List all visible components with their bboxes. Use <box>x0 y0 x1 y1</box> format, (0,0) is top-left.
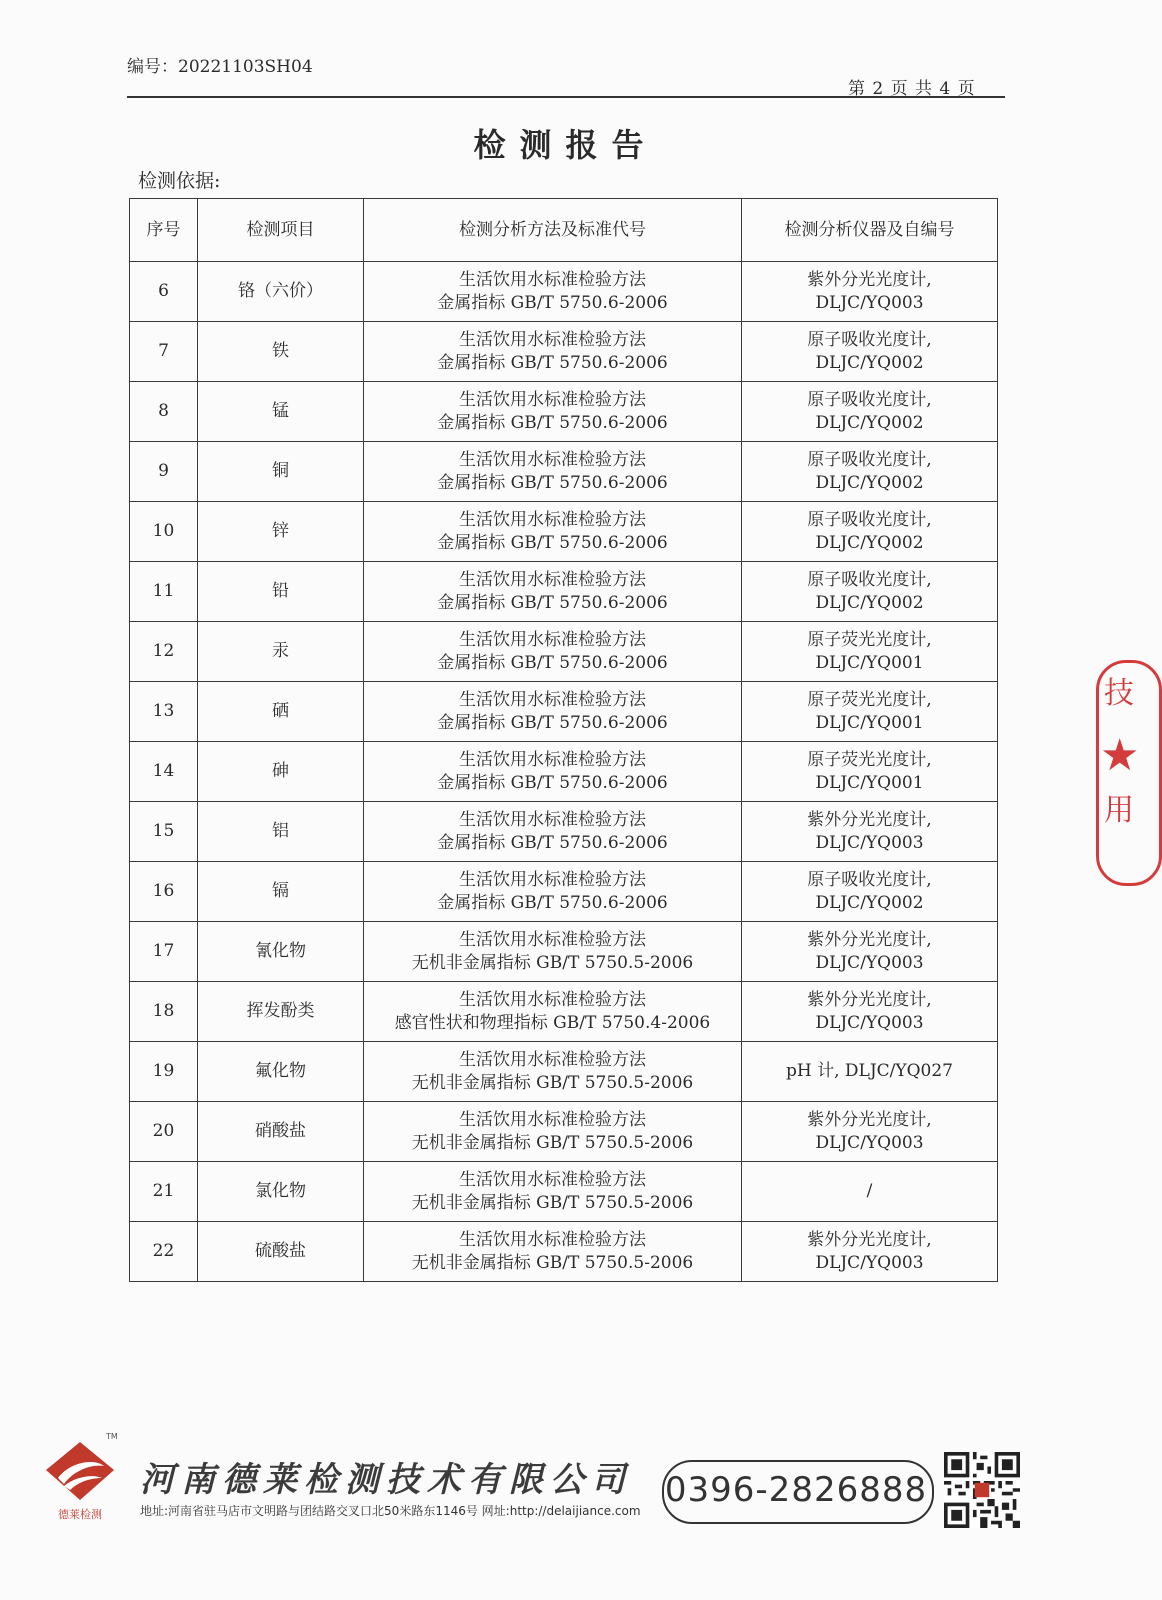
instrument-line-1: 紫外分光光度计, <box>807 989 932 1010</box>
table-row <box>130 982 998 1042</box>
table-row <box>130 1042 998 1102</box>
cell-instrument <box>742 622 998 682</box>
cell-no: 8 <box>130 382 198 442</box>
cell-instrument <box>742 562 998 622</box>
cell-instrument <box>742 802 998 862</box>
cell-instrument <box>742 382 998 442</box>
logo-caption: 德莱检测 <box>58 1508 102 1521</box>
company-address: 地址:河南省驻马店市文明路与团结路交叉口北50米路东1146号 网址:http://delaijiance.com <box>140 1504 641 1518</box>
footer <box>0 1432 1131 1600</box>
method-line-1: 生活饮用水标准检验方法 <box>459 749 646 770</box>
method-line-2: 金属指标 GB/T 5750.6-2006 <box>437 292 668 313</box>
cell-no: 9 <box>130 442 198 502</box>
table-row <box>130 502 998 562</box>
cell-instrument <box>742 502 998 562</box>
instrument-line-2: DLJC/YQ001 <box>815 712 924 733</box>
cell-instrument <box>742 682 998 742</box>
table-row <box>130 1222 998 1282</box>
cell-item: 氰化物 <box>198 922 364 982</box>
cell-method <box>364 262 742 322</box>
cell-no: 14 <box>130 742 198 802</box>
table-row <box>130 742 998 802</box>
cell-method <box>364 1222 742 1282</box>
cell-instrument <box>742 1162 998 1222</box>
cell-no: 13 <box>130 682 198 742</box>
methods-table <box>129 198 998 1282</box>
instrument-line-1: 紫外分光光度计, <box>807 1109 932 1130</box>
instrument-line-1: 紫外分光光度计, <box>807 929 932 950</box>
instrument-line-2: DLJC/YQ002 <box>815 592 924 613</box>
cell-no: 18 <box>130 982 198 1042</box>
cell-method <box>364 862 742 922</box>
method-line-1: 生活饮用水标准检验方法 <box>459 1169 646 1190</box>
cell-method <box>364 1162 742 1222</box>
table-row <box>130 862 998 922</box>
cell-no: 20 <box>130 1102 198 1162</box>
table-row <box>130 1162 998 1222</box>
method-line-2: 金属指标 GB/T 5750.6-2006 <box>437 712 668 733</box>
company-name: 河南德莱检测技术有限公司 <box>140 1460 632 1500</box>
instrument-line-1: 原子荧光光度计, <box>807 629 932 650</box>
cell-instrument <box>742 442 998 502</box>
method-line-2: 金属指标 GB/T 5750.6-2006 <box>437 352 668 373</box>
table-row <box>130 622 998 682</box>
cell-method <box>364 982 742 1042</box>
cell-no: 11 <box>130 562 198 622</box>
cell-no: 12 <box>130 622 198 682</box>
cell-instrument <box>742 262 998 322</box>
instrument-line-2: DLJC/YQ002 <box>815 532 924 553</box>
qr-code-icon <box>944 1452 1020 1528</box>
method-line-2: 无机非金属指标 GB/T 5750.5-2006 <box>411 1072 694 1093</box>
method-line-1: 生活饮用水标准检验方法 <box>459 929 646 950</box>
method-line-1: 生活饮用水标准检验方法 <box>459 989 646 1010</box>
cell-no: 17 <box>130 922 198 982</box>
instrument-line-2: DLJC/YQ002 <box>815 352 924 373</box>
method-line-1: 生活饮用水标准检验方法 <box>459 629 646 650</box>
header-rule <box>127 96 1005 98</box>
cell-no: 15 <box>130 802 198 862</box>
cell-item: 砷 <box>198 742 364 802</box>
method-line-2: 感官性状和物理指标 GB/T 5750.4-2006 <box>394 1012 711 1033</box>
cell-method <box>364 382 742 442</box>
cell-item: 汞 <box>198 622 364 682</box>
table-row <box>130 322 998 382</box>
method-line-2: 金属指标 GB/T 5750.6-2006 <box>437 892 668 913</box>
method-line-1: 生活饮用水标准检验方法 <box>459 1109 646 1130</box>
instrument-line-2: DLJC/YQ003 <box>815 1252 924 1273</box>
instrument-line-1: 原子吸收光度计, <box>807 569 932 590</box>
cell-no: 22 <box>130 1222 198 1282</box>
method-line-2: 金属指标 GB/T 5750.6-2006 <box>437 772 668 793</box>
instrument-line-1: 原子吸收光度计, <box>807 329 932 350</box>
instrument-line-1: 紫外分光光度计, <box>807 1229 932 1250</box>
cell-item: 铝 <box>198 802 364 862</box>
cell-instrument <box>742 1102 998 1162</box>
seal-text-top: 技 <box>1104 676 1134 711</box>
method-line-2: 金属指标 GB/T 5750.6-2006 <box>437 592 668 613</box>
cell-instrument <box>742 982 998 1042</box>
cell-item: 镉 <box>198 862 364 922</box>
instrument-line-2: DLJC/YQ002 <box>815 412 924 433</box>
instrument-line-1: 原子吸收光度计, <box>807 389 932 410</box>
method-line-1: 生活饮用水标准检验方法 <box>459 809 646 830</box>
method-line-2: 金属指标 GB/T 5750.6-2006 <box>437 412 668 433</box>
method-line-1: 生活饮用水标准检验方法 <box>459 329 646 350</box>
cell-item: 硝酸盐 <box>198 1102 364 1162</box>
table-row <box>130 802 998 862</box>
cell-item: 氯化物 <box>198 1162 364 1222</box>
cell-item: 氟化物 <box>198 1042 364 1102</box>
instrument-line-1: 原子吸收光度计, <box>807 869 932 890</box>
cell-item: 锌 <box>198 502 364 562</box>
company-logo-icon <box>44 1440 116 1502</box>
column-header-method: 检测分析方法及标准代号 <box>364 199 742 262</box>
cell-item: 铅 <box>198 562 364 622</box>
method-line-1: 生活饮用水标准检验方法 <box>459 269 646 290</box>
report-number: 编号：20221103SH04 <box>127 57 313 77</box>
seal-text-bottom: 用 <box>1104 793 1134 828</box>
table-row <box>130 922 998 982</box>
cell-no: 19 <box>130 1042 198 1102</box>
method-line-2: 金属指标 GB/T 5750.6-2006 <box>437 532 668 553</box>
cell-no: 10 <box>130 502 198 562</box>
cell-method <box>364 742 742 802</box>
cell-item: 锰 <box>198 382 364 442</box>
instrument-line-2: DLJC/YQ001 <box>815 652 924 673</box>
instrument-line-1: 原子吸收光度计, <box>807 449 932 470</box>
table-row <box>130 382 998 442</box>
column-header-no: 序号 <box>130 199 198 262</box>
table-header-row <box>130 199 998 262</box>
instrument-line-1: 原子荧光光度计, <box>807 689 932 710</box>
instrument-line-2: DLJC/YQ002 <box>815 472 924 493</box>
document-title: 检测报告 <box>473 126 658 164</box>
instrument-line-2: DLJC/YQ003 <box>815 292 924 313</box>
instrument-line-1: 原子荧光光度计, <box>807 749 932 770</box>
cell-instrument <box>742 1042 998 1102</box>
basis-label: 检测依据: <box>138 170 221 192</box>
column-header-instrument: 检测分析仪器及自编号 <box>742 199 998 262</box>
cell-item: 铬（六价） <box>198 262 364 322</box>
page-indicator: 第 2 页 共 4 页 <box>848 79 976 99</box>
instrument-line-2: DLJC/YQ002 <box>815 892 924 913</box>
instrument-line-2: DLJC/YQ003 <box>815 1132 924 1153</box>
cell-instrument <box>742 862 998 922</box>
method-line-2: 金属指标 GB/T 5750.6-2006 <box>437 472 668 493</box>
table-row <box>130 442 998 502</box>
cell-no: 7 <box>130 322 198 382</box>
cell-instrument <box>742 322 998 382</box>
cell-item: 硒 <box>198 682 364 742</box>
method-line-1: 生活饮用水标准检验方法 <box>459 569 646 590</box>
cell-method <box>364 442 742 502</box>
cell-method <box>364 562 742 622</box>
method-line-1: 生活饮用水标准检验方法 <box>459 509 646 530</box>
method-line-2: 无机非金属指标 GB/T 5750.5-2006 <box>411 1132 694 1153</box>
column-header-item: 检测项目 <box>198 199 364 262</box>
cell-item: 铜 <box>198 442 364 502</box>
cell-method <box>364 502 742 562</box>
method-line-1: 生活饮用水标准检验方法 <box>459 869 646 890</box>
instrument-line-1: 原子吸收光度计, <box>807 509 932 530</box>
cell-method <box>364 1102 742 1162</box>
cell-no: 6 <box>130 262 198 322</box>
phone-number: 0396-2826888 <box>664 1470 928 1510</box>
cell-method <box>364 922 742 982</box>
table-row <box>130 682 998 742</box>
cell-method <box>364 622 742 682</box>
table-row <box>130 262 998 322</box>
instrument-line-2: DLJC/YQ003 <box>815 952 924 973</box>
instrument-line-2: DLJC/YQ003 <box>815 1012 924 1033</box>
cell-instrument <box>742 922 998 982</box>
method-line-1: 生活饮用水标准检验方法 <box>459 1049 646 1070</box>
cell-item: 硫酸盐 <box>198 1222 364 1282</box>
cell-item: 铁 <box>198 322 364 382</box>
method-line-2: 无机非金属指标 GB/T 5750.5-2006 <box>411 1192 694 1213</box>
cell-instrument <box>742 1222 998 1282</box>
method-line-2: 无机非金属指标 GB/T 5750.5-2006 <box>411 1252 694 1273</box>
method-line-2: 金属指标 GB/T 5750.6-2006 <box>437 832 668 853</box>
cell-instrument <box>742 742 998 802</box>
cell-method <box>364 802 742 862</box>
method-line-2: 金属指标 GB/T 5750.6-2006 <box>437 652 668 673</box>
trademark-mark: TM <box>106 1432 118 1441</box>
cell-no: 16 <box>130 862 198 922</box>
cell-item: 挥发酚类 <box>198 982 364 1042</box>
cell-method <box>364 1042 742 1102</box>
cell-method <box>364 682 742 742</box>
method-line-1: 生活饮用水标准检验方法 <box>459 389 646 410</box>
instrument-line-1: 紫外分光光度计, <box>807 269 932 290</box>
table-row <box>130 1102 998 1162</box>
instrument-line-2: DLJC/YQ001 <box>815 772 924 793</box>
method-line-1: 生活饮用水标准检验方法 <box>459 689 646 710</box>
instrument-line-1: / <box>866 1181 873 1201</box>
method-line-2: 无机非金属指标 GB/T 5750.5-2006 <box>411 952 694 973</box>
instrument-line-1: pH 计, DLJC/YQ027 <box>786 1061 953 1081</box>
method-line-1: 生活饮用水标准检验方法 <box>459 449 646 470</box>
seal-star-icon: ★ <box>1100 730 1140 781</box>
instrument-line-2: DLJC/YQ003 <box>815 832 924 853</box>
table-row <box>130 562 998 622</box>
cell-no: 21 <box>130 1162 198 1222</box>
instrument-line-1: 紫外分光光度计, <box>807 809 932 830</box>
cell-method <box>364 322 742 382</box>
method-line-1: 生活饮用水标准检验方法 <box>459 1229 646 1250</box>
